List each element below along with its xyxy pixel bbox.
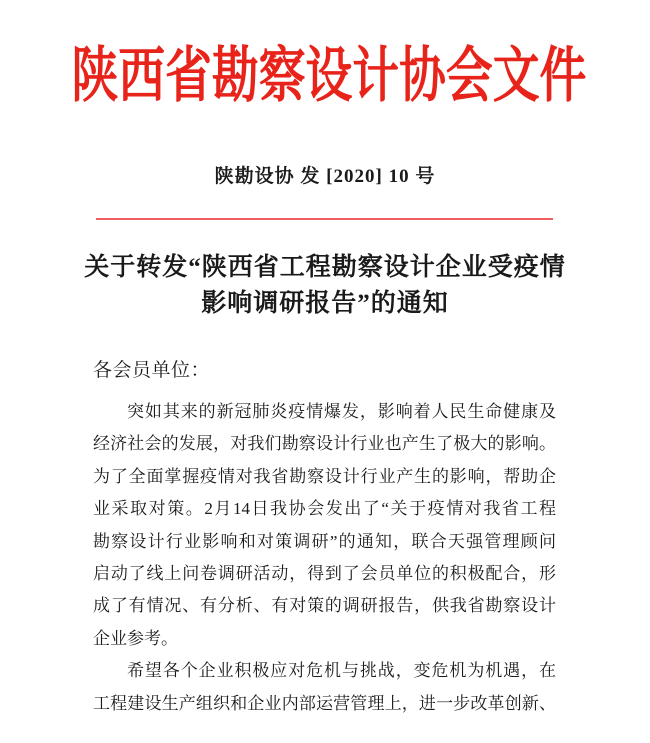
body-line: 为了全面掌握疫情对我省勘察设计行业产生的影响，帮助企 [93,466,556,486]
body-line: 工程建设生产组织和企业内部运营管理上，进一步改革创新、 [93,693,556,713]
body-line: 启动了线上问卷调研活动，得到了会员单位的积极配合，形 [93,563,556,583]
document-title-line2: 影响调研报告”的通知 [201,290,449,317]
body-line: 勘察设计行业影响和对策调研”的通知，联合天强管理顾问 [93,531,556,551]
document-body [93,358,556,720]
red-divider-line [96,218,553,220]
body-line: 经济社会的发展，对我们勘察设计行业也产生了极大的影响。 [93,434,556,454]
body-line: 业采取对策。2月14日我协会发出了“关于疫情对我省工程 [93,499,556,519]
body-line: 突如其来的新冠肺炎疫情爆发，影响着人民生命健康及 [127,402,556,421]
document-number: 陕勘设协 发 [2020] 10 号 [214,166,436,187]
body-line: 希望各个企业积极应对危机与挑战，变危机为机遇，在 [127,661,556,681]
document-title [0,250,650,322]
red-header-org-title: 陕西省勘察设计协会文件 [71,43,587,109]
body-line: 成了有情况、有分析、有对策的调研报告，供我省勘察设计 [93,596,556,616]
body-lines [93,396,556,720]
salutation: 各会员单位： [93,360,211,381]
body-line: 企业参考。 [93,628,178,648]
document-title-line1: 关于转发“陕西省工程勘察设计企业受疫情 [84,254,566,281]
